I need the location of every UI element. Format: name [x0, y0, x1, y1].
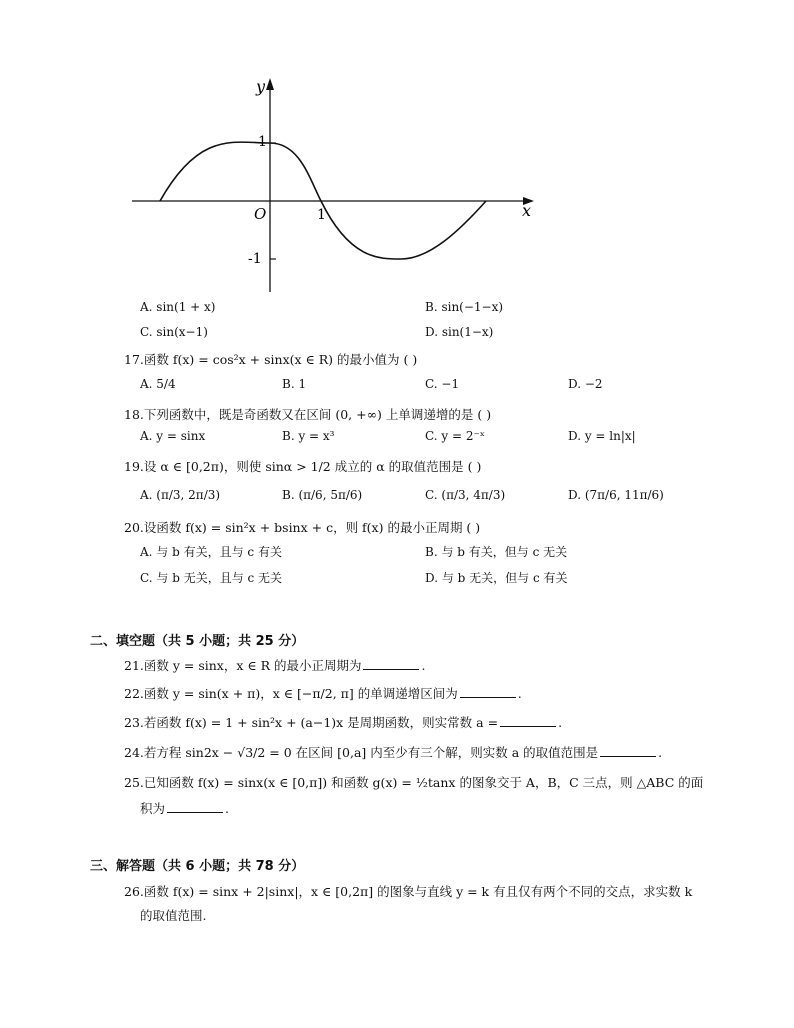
q22 [124, 684, 522, 702]
q18-option-b: B. y = x³ [282, 429, 335, 443]
q20-option-c: C. 与 b 无关，且与 c 无关 [140, 571, 283, 585]
q25-text-2: 积为 [140, 801, 166, 816]
q22-text: 22.函数 y = sin(x + π)，x ∈ [−π/2, π] 的单调递增区间为 [124, 686, 458, 701]
sine-graph [120, 70, 550, 300]
q26-line-2: 的取值范围. [140, 908, 207, 923]
q18-stem: 18.下列函数中，既是奇函数又在区间 (0, +∞) 上单调递增的是 ( ) [124, 407, 492, 422]
q19-option-c: C. (π/3, 4π/3) [425, 488, 506, 502]
q21-period: . [421, 658, 426, 673]
q16-option-b: B. sin(−1−x) [425, 300, 504, 314]
q23 [124, 713, 562, 731]
q25-period: . [225, 801, 229, 816]
section-3-title: 三、解答题（共 6 小题；共 78 分） [90, 859, 305, 874]
q25-line-2 [140, 799, 229, 817]
q22-period: . [517, 686, 522, 701]
q16-option-d: D. sin(1−x) [425, 325, 494, 339]
y-axis-label: y [256, 77, 266, 96]
tick-label-neg-one: -1 [248, 251, 262, 267]
q19-option-a: A. (π/3, 2π/3) [140, 488, 221, 502]
q18-option-d: D. y = ln|x| [568, 429, 636, 443]
q23-text: 23.若函数 f(x) = 1 + sin²x + (a−1)x 是周期函数，则实常数 a = [124, 715, 499, 730]
q18-option-c: C. y = 2⁻ˣ [425, 429, 485, 443]
y-axis-arrow [266, 78, 274, 90]
q17-option-c: C. −1 [425, 377, 460, 391]
q20-stem: 20.设函数 f(x) = sin²x + bsinx + c，则 f(x) 的最小正周期 ( ) [124, 520, 481, 535]
tick-label-one-y: 1 [258, 134, 267, 150]
q21 [124, 656, 425, 674]
q20-option-b: B. 与 b 有关，但与 c 无关 [425, 545, 568, 559]
q23-period: . [558, 715, 563, 730]
origin-label: O [254, 205, 267, 223]
q18-option-a: A. y = sinx [140, 429, 206, 443]
q20-option-d: D. 与 b 无关，但与 c 有关 [425, 571, 568, 585]
q24-text: 24.若方程 sin2x − √3/2 = 0 在区间 [0,a] 内至少有三个解，则实数 a 的取值范围是 [124, 745, 599, 760]
q19-option-b: B. (π/6, 5π/6) [282, 488, 363, 502]
q16-option-c: C. sin(x−1) [140, 325, 208, 339]
q25-line-1: 25.已知函数 f(x) = sinx(x ∈ [0,π]) 和函数 g(x) = ½tanx 的图象交于 A，B，C 三点，则 △ABC 的面 [124, 775, 704, 790]
q20-option-a: A. 与 b 有关，且与 c 有关 [140, 545, 282, 559]
tick-label-one-x: 1 [317, 207, 326, 223]
q21-text: 21.函数 y = sinx，x ∈ R 的最小正周期为 [124, 658, 362, 673]
q17-option-d: D. −2 [568, 377, 603, 391]
q24-period: . [658, 745, 663, 760]
q17-option-b: B. 1 [282, 377, 307, 391]
q16-option-a: A. sin(1 + x) [140, 300, 216, 314]
q17-option-a: A. 5/4 [140, 377, 176, 391]
q24 [124, 743, 662, 761]
section-2-title: 二、填空题（共 5 小题；共 25 分） [90, 634, 305, 649]
q17-stem: 17.函数 f(x) = cos²x + sinx(x ∈ R) 的最小值为 ( ) [124, 352, 418, 367]
q26-line-1: 26.函数 f(x) = sinx + 2|sinx|，x ∈ [0,2π] 的图象与直线 y = k 有且仅有两个不同的交点，求实数 k [124, 884, 693, 899]
x-axis-label: x [522, 201, 532, 220]
q19-stem: 19.设 α ∈ [0,2π)，则使 sinα > 1/2 成立的 α 的取值范围是 ( ) [124, 459, 482, 474]
q19-option-d: D. (7π/6, 11π/6) [568, 488, 664, 502]
